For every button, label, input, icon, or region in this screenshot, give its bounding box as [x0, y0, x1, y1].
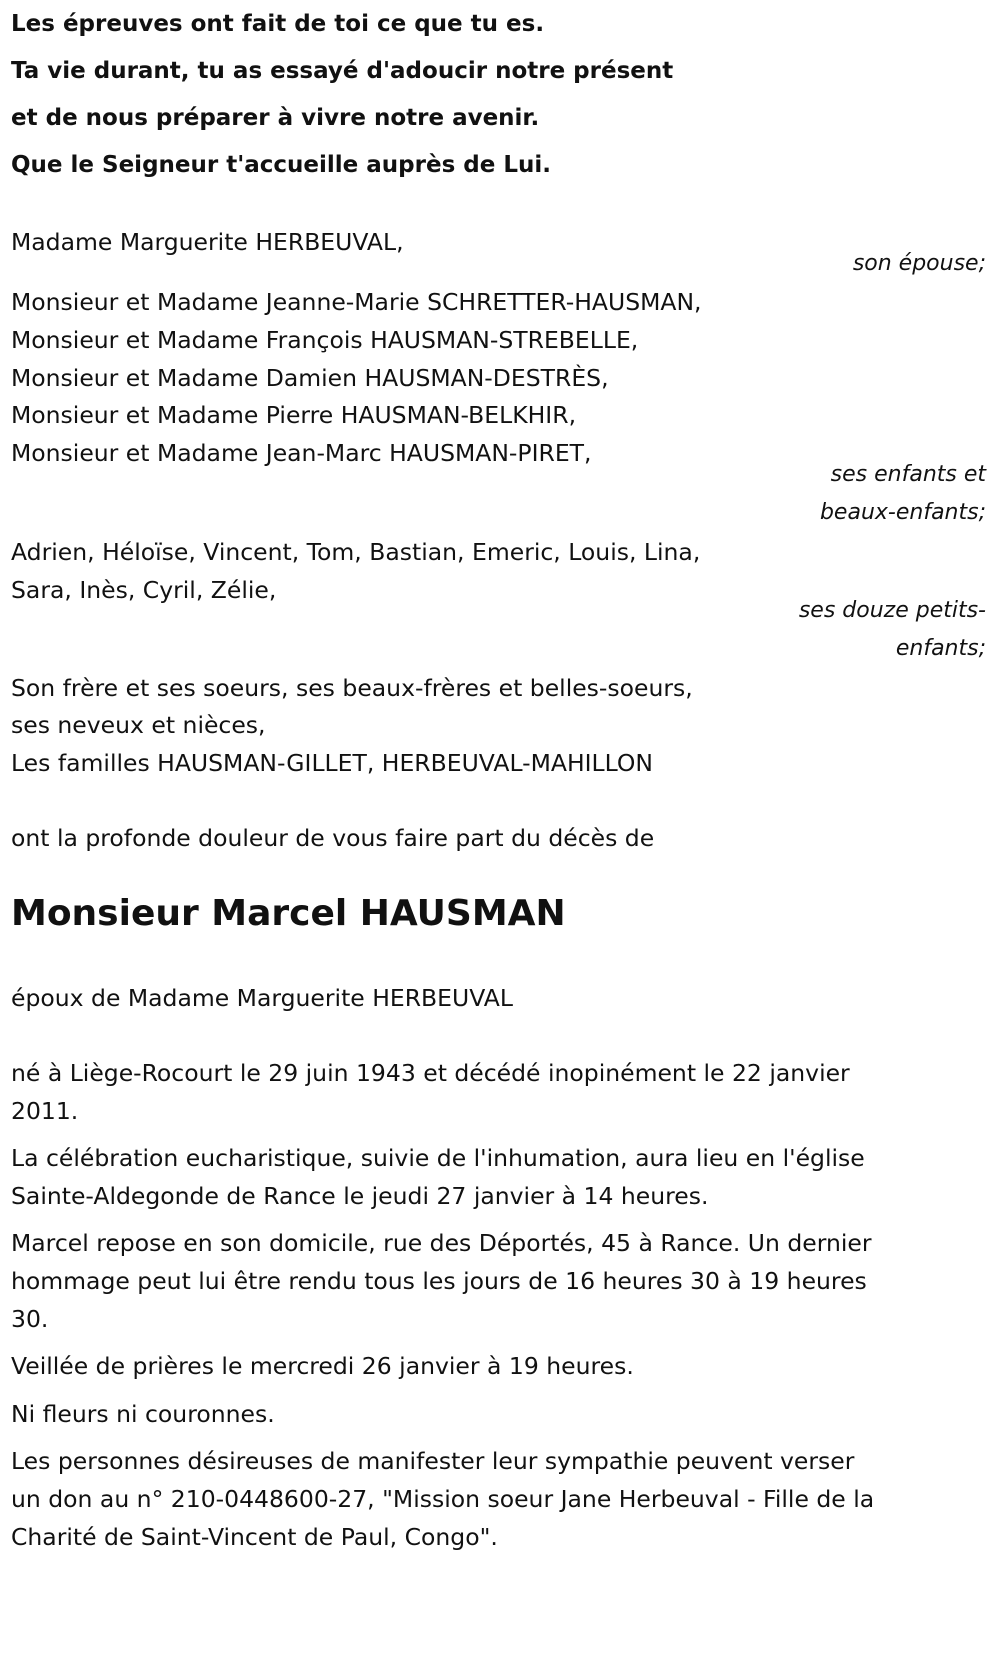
details-line: 2011. [11, 1097, 79, 1125]
details-line: Les personnes désireuses de manifester leur sympathie peuvent verser [11, 1447, 855, 1475]
details-line: un don au n° 210-0448600-27, "Mission soeur Jane Herbeuval - Fille de la [11, 1485, 875, 1513]
announcement: ont la profonde douleur de vous faire part du décès de [11, 824, 655, 852]
child-line: Monsieur et Madame Jeanne-Marie SCHRETTER-HAUSMAN, [11, 288, 702, 316]
family-line: ses neveux et nièces, [11, 711, 266, 739]
verse-line: Que le Seigneur t'accueille auprès de Lui. [11, 152, 552, 178]
child-line: Monsieur et Madame Jean-Marc HAUSMAN-PIRET, [11, 439, 592, 467]
children-role: beaux-enfants; [819, 500, 986, 525]
spouse-of: époux de Madame Marguerite HERBEUVAL [11, 984, 513, 1012]
details-line: Charité de Saint-Vincent de Paul, Congo". [11, 1523, 498, 1551]
details-line: Marcel repose en son domicile, rue des Déportés, 45 à Rance. Un dernier [11, 1229, 872, 1257]
grandchildren-line: Adrien, Héloïse, Vincent, Tom, Bastian, Emeric, Louis, Lina, [11, 538, 701, 566]
details-line: La célébration eucharistique, suivie de l'inhumation, aura lieu en l'église [11, 1144, 865, 1172]
verse-line: et de nous préparer à vivre notre avenir. [11, 105, 540, 131]
details-line: Veillée de prières le mercredi 26 janvier à 19 heures. [11, 1352, 634, 1380]
details-line: hommage peut lui être rendu tous les jours de 16 heures 30 à 19 heures [11, 1267, 867, 1295]
spouse-role: son épouse; [852, 251, 986, 276]
children-role: ses enfants et [830, 462, 986, 487]
family-line: Les familles HAUSMAN-GILLET, HERBEUVAL-MAHILLON [11, 749, 653, 777]
grandchildren-role: ses douze petits- [798, 598, 986, 623]
details-line: 30. [11, 1305, 49, 1333]
child-line: Monsieur et Madame Damien HAUSMAN-DESTRÈS, [11, 364, 609, 392]
deceased-name: Monsieur Marcel HAUSMAN [11, 893, 566, 934]
grandchildren-line: Sara, Inès, Cyril, Zélie, [11, 576, 277, 604]
verse-line: Ta vie durant, tu as essayé d'adoucir notre présent [11, 58, 674, 84]
details-line: Sainte-Aldegonde de Rance le jeudi 27 janvier à 14 heures. [11, 1182, 709, 1210]
verse-line: Les épreuves ont fait de toi ce que tu es. [11, 11, 545, 37]
family-line: Son frère et ses soeurs, ses beaux-frères et belles-soeurs, [11, 674, 693, 702]
grandchildren-role: enfants; [895, 636, 986, 661]
child-line: Monsieur et Madame Pierre HAUSMAN-BELKHIR, [11, 401, 577, 429]
details-line: né à Liège-Rocourt le 29 juin 1943 et décédé inopinément le 22 janvier [11, 1059, 850, 1087]
details-line: Ni fleurs ni couronnes. [11, 1400, 275, 1428]
child-line: Monsieur et Madame François HAUSMAN-STREBELLE, [11, 326, 639, 354]
spouse-name: Madame Marguerite HERBEUVAL, [11, 228, 404, 256]
